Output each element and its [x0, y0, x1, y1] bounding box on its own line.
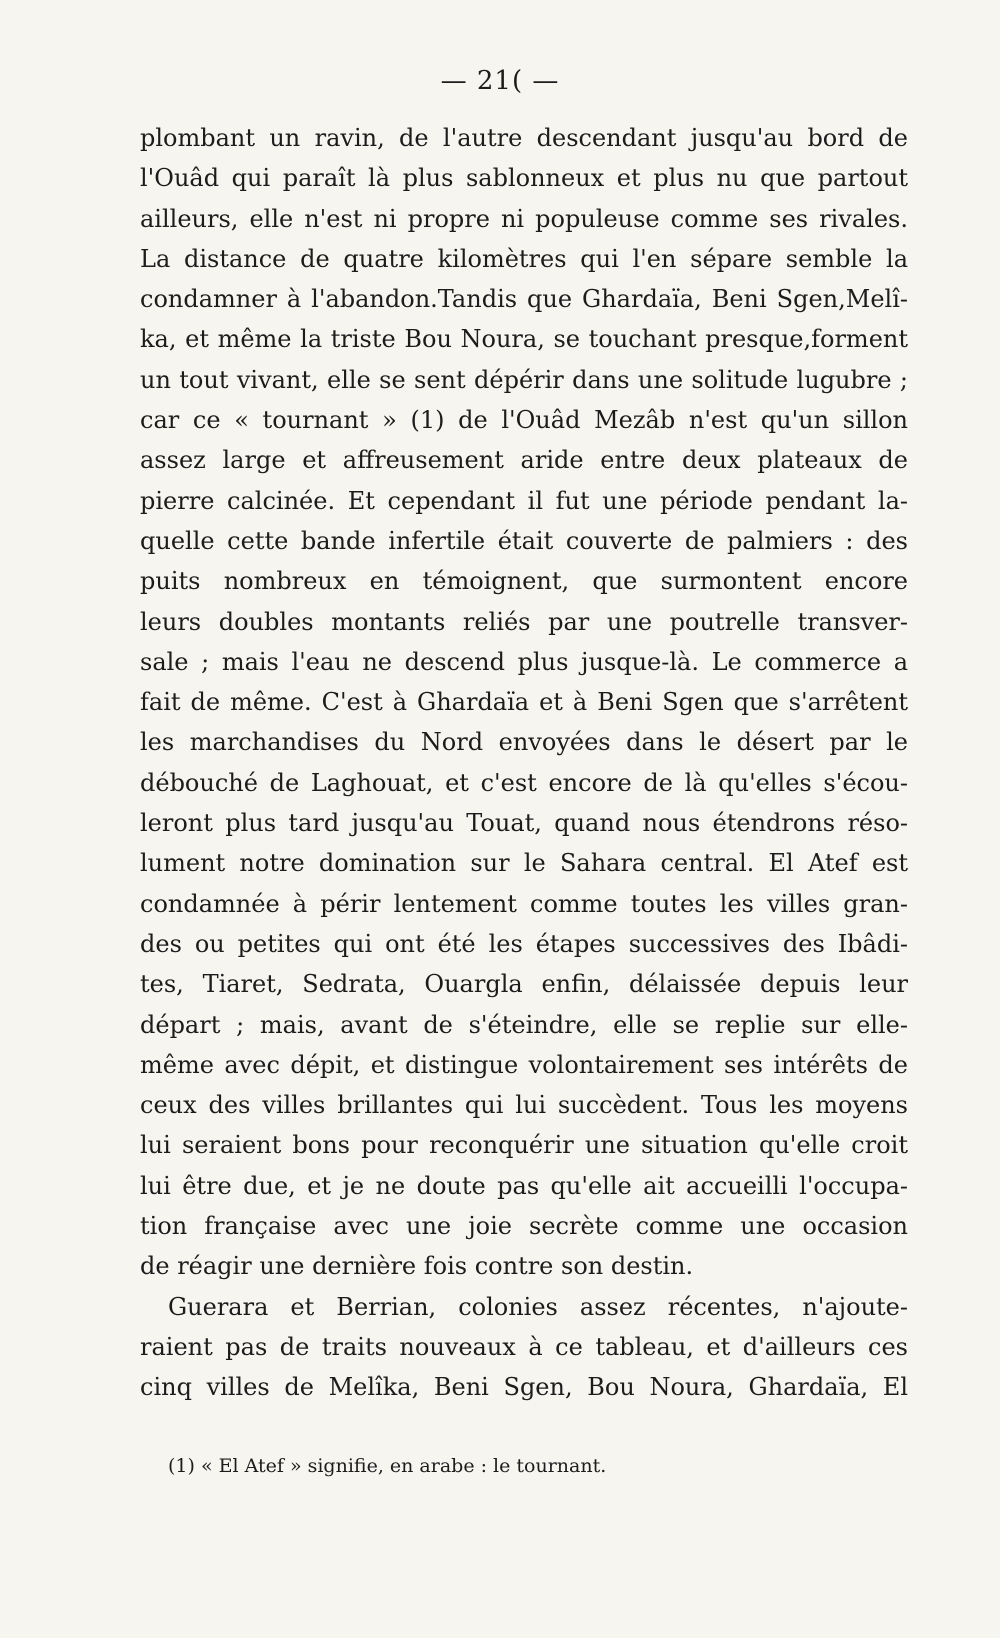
text-line: leurs doubles montants reliés par une poutrelle transver-: [140, 607, 908, 636]
text-line: débouché de Laghouat, et c'est encore de là qu'elles s'écou-: [140, 768, 908, 797]
text-line: puits nombreux en témoignent, que surmontent encore: [140, 567, 908, 596]
text-line: pierre calcinée. Et cependant il fut une période pendant la-: [140, 486, 908, 515]
text-line: ailleurs, elle n'est ni propre ni populeuse comme ses rivales.: [140, 204, 908, 233]
footnote: (1) « El Atef » signifie, en arabe : le tournant.: [168, 1455, 607, 1477]
text-line: lument notre domination sur le Sahara central. El Atef est: [140, 849, 908, 878]
text-line: Guerara et Berrian, colonies assez récentes, n'ajoute-: [168, 1292, 908, 1321]
text-line: ceux des villes brillantes qui lui succèdent. Tous les moyens: [140, 1091, 908, 1120]
text-line: l'Ouâd qui paraît là plus sablonneux et plus nu que partout: [140, 164, 908, 193]
text-line: cinq villes de Melîka, Beni Sgen, Bou Noura, Ghardaïa, El: [140, 1373, 908, 1402]
text-line: sale ; mais l'eau ne descend plus jusque-là. Le commerce a: [140, 647, 908, 676]
text-line: leront plus tard jusqu'au Touat, quand nous étendrons réso-: [140, 809, 908, 838]
text-line: les marchandises du Nord envoyées dans le désert par le: [140, 728, 908, 757]
text-line: raient pas de traits nouveaux à ce tableau, et d'ailleurs ces: [140, 1332, 908, 1361]
text-line: tes, Tiaret, Sedrata, Ouargla enfin, délaissée depuis leur: [140, 970, 908, 999]
text-line: assez large et affreusement aride entre deux plateaux de: [140, 446, 908, 475]
text-line: quelle cette bande infertile était couverte de palmiers : des: [140, 526, 908, 555]
text-line: même avec dépit, et distingue volontairement ses intérêts de: [140, 1050, 908, 1079]
text-line: un tout vivant, elle se sent dépérir dans une solitude lugubre ;: [140, 365, 908, 394]
text-line: condamnée à périr lentement comme toutes les villes gran-: [140, 889, 908, 918]
text-line: plombant un ravin, de l'autre descendant jusqu'au bord de: [140, 124, 908, 152]
text-line: tion française avec une joie secrète comme une occasion: [140, 1212, 908, 1241]
text-line: fait de même. C'est à Ghardaïa et à Beni Sgen que s'arrêtent: [140, 688, 908, 717]
page-number-header: — 21( —: [440, 66, 560, 96]
text-line: condamner à l'abandon.Tandis que Ghardaïa, Beni Sgen,Melî-: [140, 285, 908, 314]
text-line: lui être due, et je ne doute pas qu'elle ait accueilli l'occupa-: [140, 1171, 908, 1200]
text-line: La distance de quatre kilomètres qui l'en sépare semble la: [140, 244, 908, 273]
text-line: lui seraient bons pour reconquérir une situation qu'elle croit: [140, 1131, 908, 1160]
text-line: de réagir une dernière fois contre son destin.: [140, 1252, 694, 1281]
text-line: des ou petites qui ont été les étapes successives des Ibâdi-: [140, 929, 908, 958]
text-line: car ce « tournant » (1) de l'Ouâd Mezâb n'est qu'un sillon: [140, 406, 908, 435]
text-line: ka, et même la triste Bou Noura, se touchant presque,forment: [140, 325, 908, 354]
text-line: départ ; mais, avant de s'éteindre, elle se replie sur elle-: [140, 1010, 908, 1039]
page-body-text: [140, 118, 908, 1408]
